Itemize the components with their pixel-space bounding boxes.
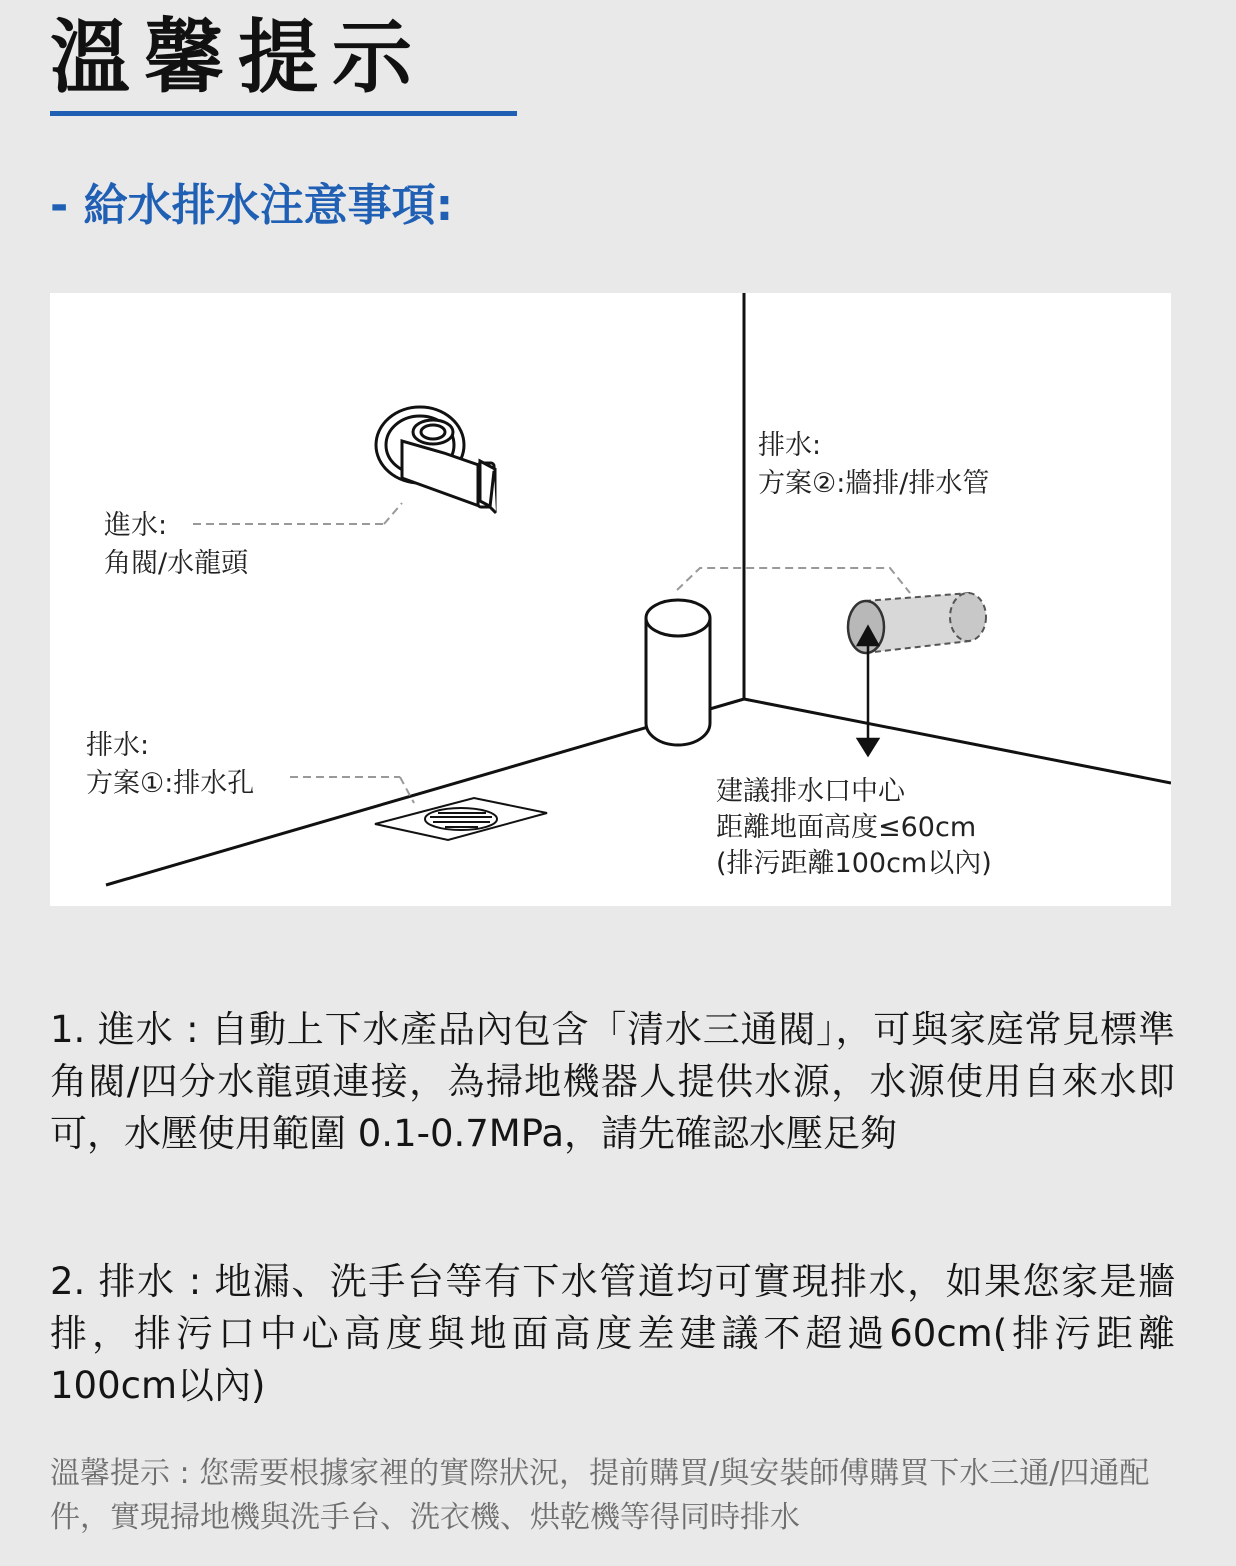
inlet-label: 進水: [104, 510, 168, 541]
title-underline [50, 111, 517, 116]
floor-drain-label: 排水: [86, 730, 150, 761]
drain-note-paragraph: 2. 排水 : 地漏、洗手台等有下水管道均可實現排水，如果您家是牆排，排污口中心高度與地面高度差建議不超過60cm(排污距離100cm以內) [50, 1260, 1175, 1407]
section-subtitle: - 給水排水注意事項: [50, 180, 454, 231]
installation-diagram [50, 293, 1171, 906]
advice-line-1: 建議排水口中心 [716, 776, 905, 807]
drain-standpipe-icon [646, 600, 710, 745]
floor-right-line [744, 699, 1171, 783]
tip-note: 溫馨提示 : 您需要根據家裡的實際狀況，提前購買/與安裝師傅購買下水三通/四通配件，實現掃地機與洗手台、洗衣機、烘乾機等得同時排水 [50, 1456, 1150, 1535]
height-arrow-icon [858, 627, 878, 755]
floor-drain-desc: 方案①:排水孔 [86, 768, 255, 799]
wall-drain-desc: 方案②:牆排/排水管 [758, 468, 990, 499]
advice-line-3: (排污距離100cm以內) [716, 848, 992, 879]
wall-drain-leader-line [677, 568, 910, 593]
diagram-drawing [50, 293, 1171, 906]
page-title: 溫馨提示 [50, 11, 426, 104]
inlet-note-paragraph: 1. 進水 : 自動上下水產品內包含「清水三通閥」，可與家庭常見標準角閥/四分水龍頭連接，為掃地機器人提供水源，水源使用自來水即可，水壓使用範圍 0.1-0.7MPa，請先確認水壓足夠 [50, 1008, 1175, 1155]
advice-line-2: 距離地面高度≤60cm [716, 812, 977, 843]
floor-drain-icon [375, 798, 547, 840]
wall-drain-label: 排水: [758, 430, 822, 461]
angle-valve-icon [376, 407, 496, 513]
inlet-desc: 角閥/水龍頭 [104, 548, 249, 579]
